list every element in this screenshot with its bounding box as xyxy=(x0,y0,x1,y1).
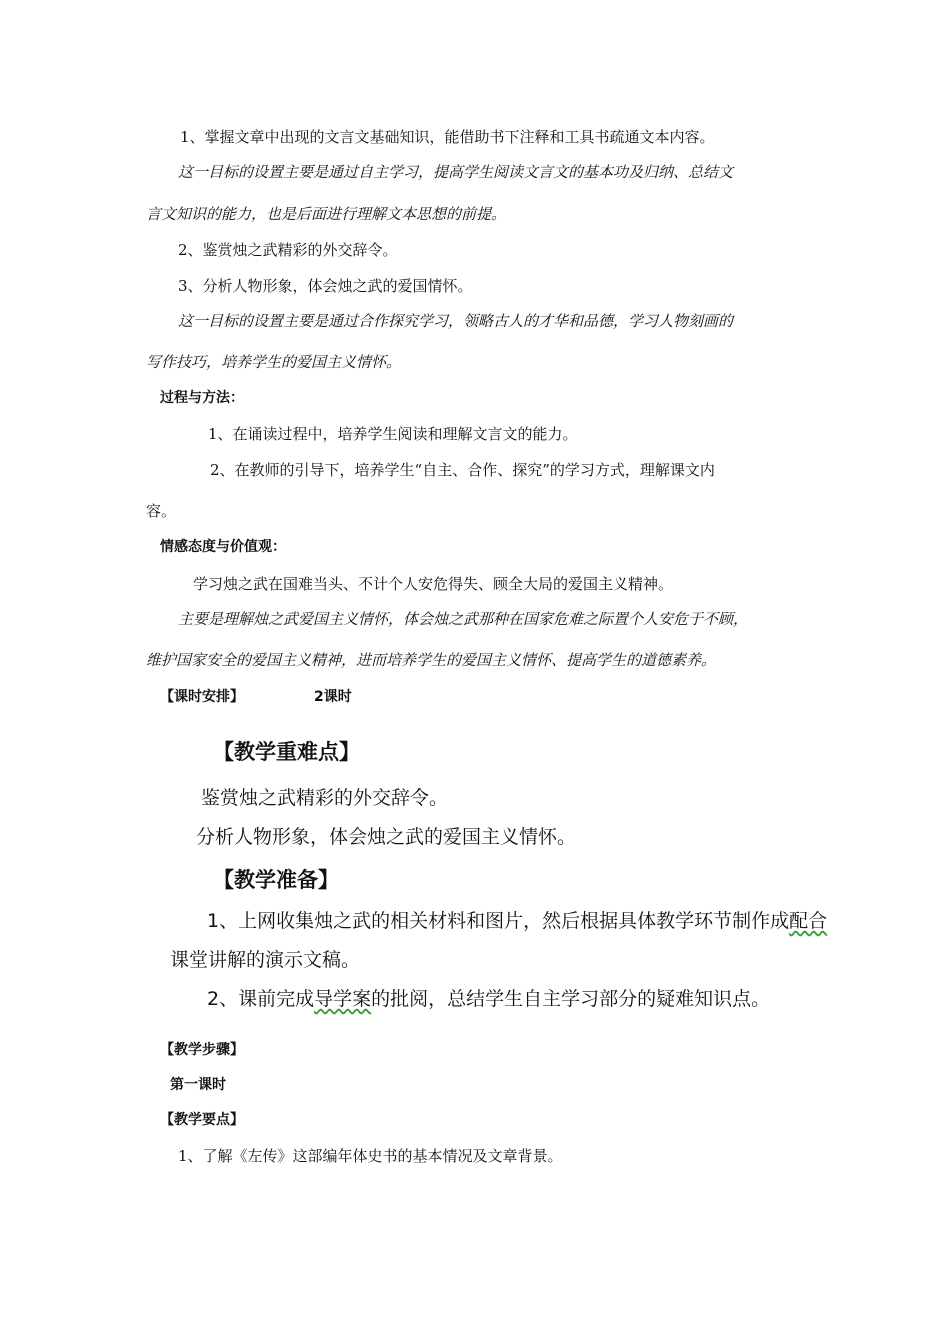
process-item-2-line-1: 2、在教师的引导下，培养学生“自主、合作、探究”的学习方式，理解课文内 xyxy=(210,461,715,479)
key-points-item-1: 1、了解《左传》这部编年体史书的基本情况及文章背景。 xyxy=(178,1147,563,1165)
preparation-heading: 【教学准备】 xyxy=(213,868,339,892)
preparation-item-2 xyxy=(207,987,770,1011)
goal-item-2: 2、鉴赏烛之武精彩的外交辞令。 xyxy=(178,241,398,259)
preparation-item-1-line-1 xyxy=(207,909,827,933)
goal-note-2-line-1: 这一目标的设置主要是通过合作探究学习，领略古人的才华和品德，学习人物刻画的 xyxy=(178,312,734,330)
goal-note-1-line-2: 言文知识的能力，也是后面进行理解文本思想的前提。 xyxy=(146,205,507,223)
process-item-2-line-2: 容。 xyxy=(146,502,177,520)
schedule-value: 2课时 xyxy=(314,689,352,705)
preparation-item-2-text-a: 2、课前完成 xyxy=(207,988,315,1010)
key-points-heading: 【教学要点】 xyxy=(160,1112,244,1128)
preparation-item-2-marked: 导学案 xyxy=(314,988,372,1010)
lesson-1-title: 第一课时 xyxy=(170,1077,226,1093)
goal-item-1: 1、掌握文章中出现的文言文基础知识，能借助书下注释和工具书疏通文本内容。 xyxy=(180,128,715,146)
keypoints-item-1: 鉴赏烛之武精彩的外交辞令。 xyxy=(201,787,449,809)
goal-note-1-line-1: 这一目标的设置主要是通过自主学习，提高学生阅读文言文的基本功及归纳、总结文 xyxy=(178,163,734,181)
keypoints-heading: 【教学重难点】 xyxy=(213,740,360,764)
process-heading: 过程与方法： xyxy=(160,390,244,406)
emotion-heading: 情感态度与价值观： xyxy=(160,539,286,555)
emotion-note-line-2: 维护国家安全的爱国主义精神，进而培养学生的爱国主义情怀、提高学生的道德素养。 xyxy=(146,651,717,669)
preparation-item-1-line-2: 课堂讲解的演示文稿。 xyxy=(170,949,361,971)
keypoints-item-2: 分析人物形象，体会烛之武的爱国主义情怀。 xyxy=(196,826,577,848)
schedule-label: 【课时安排】 xyxy=(160,689,244,705)
goal-item-3: 3、分析人物形象，体会烛之武的爱国情怀。 xyxy=(178,277,473,295)
process-item-1: 1、在诵读过程中，培养学生阅读和理解文言文的能力。 xyxy=(208,425,578,443)
emotion-note-line-1: 主要是理解烛之武爱国主义情怀，体会烛之武那种在国家危难之际置个人安危于不顾， xyxy=(178,610,749,628)
preparation-item-1-marked: 配合 xyxy=(789,910,828,932)
steps-heading: 【教学步骤】 xyxy=(160,1042,244,1058)
preparation-item-2-text-c: 的批阅，总结学生自主学习部分的疑难知识点。 xyxy=(371,988,771,1010)
goal-note-2-line-2: 写作技巧，培养学生的爱国主义情怀。 xyxy=(146,353,402,371)
preparation-item-1-text: 1、上网收集烛之武的相关材料和图片，然后根据具体教学环节制作成 xyxy=(207,910,790,932)
schedule-row xyxy=(160,687,352,707)
emotion-item: 学习烛之武在国难当头、不计个人安危得失、顾全大局的爱国主义精神。 xyxy=(193,575,674,593)
